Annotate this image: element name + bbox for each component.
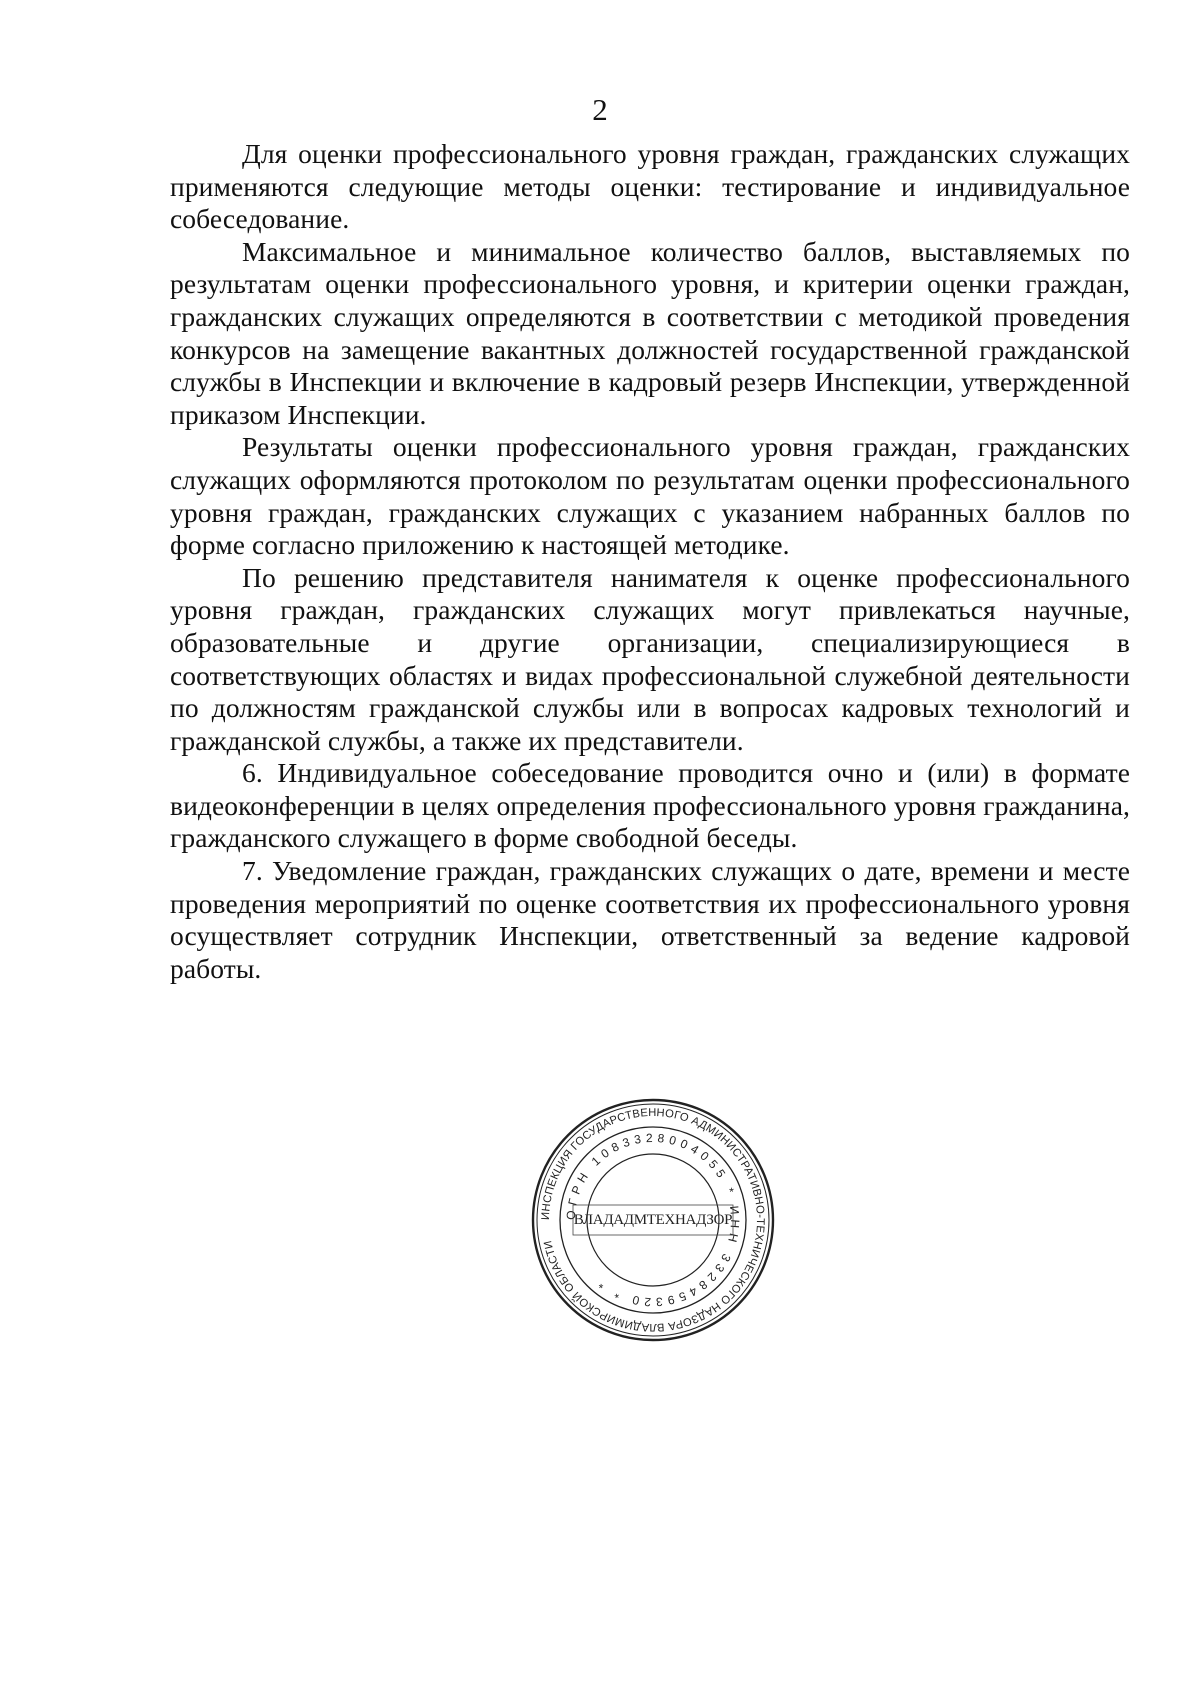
- seal-center-text: ВЛАДАДМТЕХНАДЗОР: [573, 1212, 733, 1228]
- document-body: [170, 138, 1130, 985]
- paragraph-notification: 7. Уведомление граждан, гражданских служащих о дате, времени и месте проведения мероприятий по оценке соответствия их профессионального уровня осуществляет сотрудник Инспекции, ответственный за ведение кадровой работы.: [170, 855, 1130, 984]
- seal-inner-text-path: ОГРН 1083328004055 * ИНН 3328459320 * *: [563, 1130, 743, 1310]
- official-seal: [528, 1095, 778, 1345]
- seal-outer-text-path: ИНСПЕКЦИЯ ГОСУДАРСТВЕННОГО АДМИНИСТРАТИВНО-ТЕХНИЧЕСКОГО НАДЗОРА ВЛАДИМИРСКОЙ ОБЛАСТИ: [539, 1106, 767, 1334]
- paragraph-assessment-methods: Для оценки профессионального уровня граждан, гражданских служащих применяются следующие методы оценки: тестирование и индивидуальное собеседование.: [170, 138, 1130, 235]
- paragraph-interview: 6. Индивидуальное собеседование проводится очно и (или) в формате видеоконференции в целях определения профессионального уровня гражданина, гражданского служащего в форме свободной беседы.: [170, 757, 1130, 854]
- paragraph-results-protocol: Результаты оценки профессионального уровня граждан, гражданских служащих оформляются протоколом по результатам оценки профессионального уровня граждан, гражданских служащих с указанием набранных баллов по форме согласно приложению к настоящей методике.: [170, 431, 1130, 561]
- paragraph-scoring-criteria: Максимальное и минимальное количество баллов, выставляемых по результатам оценки профессионального уровня, и критерии оценки граждан, гражданских служащих определяются в соответствии с методикой проведения конкурсов на замещение вакантных должностей государственной гражданской службы в Инспекции и включение в кадровый резерв Инспекции, утвержденной приказом Инспекции.: [170, 235, 1130, 430]
- paragraph-external-organizations: По решению представителя нанимателя к оценке профессионального уровня граждан, гражданских служащих могут привлекаться научные, образовательные и другие организации, специализирующиеся в соответствующих областях и видах профессиональной служебной деятельности по должностям гражданской службы или в вопросах кадровых технологий и гражданской службы, а также их представители.: [170, 561, 1130, 756]
- page-number: 2: [592, 92, 608, 127]
